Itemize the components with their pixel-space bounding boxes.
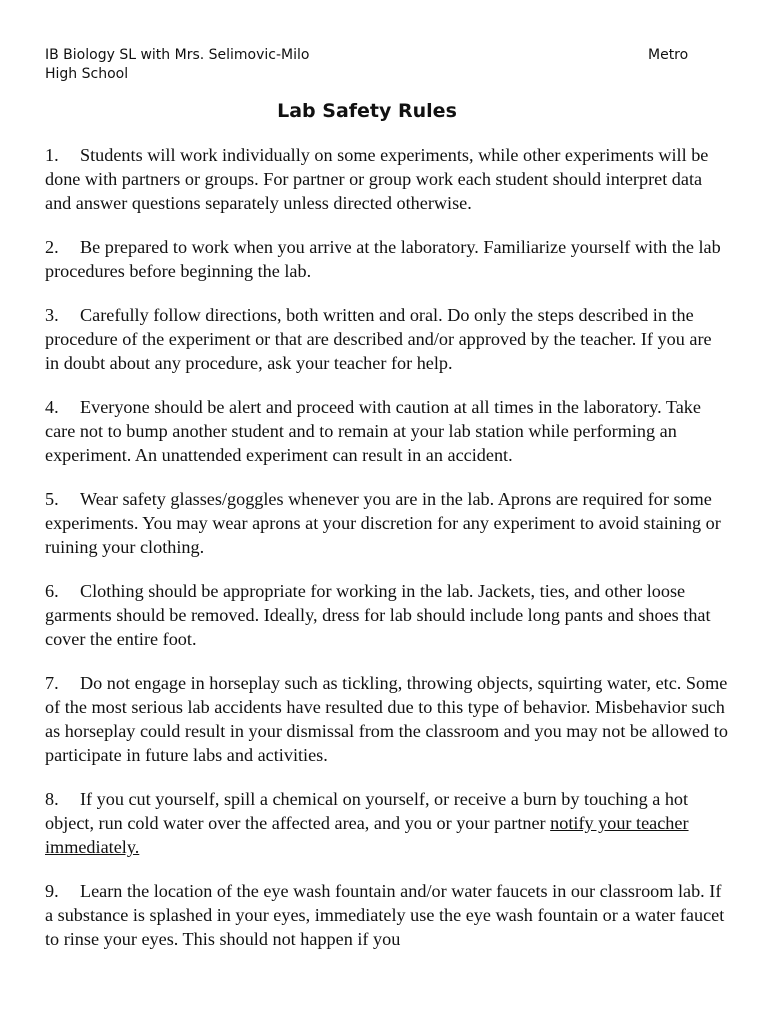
rule-number: 7. xyxy=(45,673,59,693)
rule-number: 2. xyxy=(45,237,59,257)
rule-text: Wear safety glasses/goggles whenever you are in the lab. Aprons are required for some experiments. You may wear aprons at your discretion for any experiment to avoid staining or ruining your clothing. xyxy=(45,489,721,557)
rule-text: Carefully follow directions, both written and oral. Do only the steps described in the procedure of the experiment or that are described and/or approved by the teacher. If you are in doubt about any procedure, ask your teacher for help. xyxy=(45,305,712,373)
rule-emphasis: notify your teacher immediately. xyxy=(45,813,689,857)
header-school-part1: Metro xyxy=(648,47,689,63)
rule-item xyxy=(45,143,730,215)
rule-text: Students will work individually on some experiments, while other experiments will be done with partners or groups. For partner or group work each student should interpret data and answer questions separately unless directed otherwise. xyxy=(45,145,709,213)
rule-number: 6. xyxy=(45,581,59,601)
rule-number: 5. xyxy=(45,489,59,509)
rule-item xyxy=(45,303,730,375)
rule-item xyxy=(45,487,730,559)
header-course: IB Biology SL with Mrs. Selimovic-Milo xyxy=(45,47,310,63)
rule-item xyxy=(45,395,730,467)
rule-number: 3. xyxy=(45,305,59,325)
rule-text: Do not engage in horseplay such as tickling, throwing objects, squirting water, etc. Some of the most serious lab accidents have resulted due to this type of behavior. Misbehavior such as horseplay could result in your dismissal from the classroom and you may not be allowed to participate in future labs and activities. xyxy=(45,673,728,765)
rule-item xyxy=(45,671,730,767)
rule-text: Clothing should be appropriate for working in the lab. Jackets, ties, and other loose garments should be removed. Ideally, dress for lab should include long pants and shoes that cover the entire foot. xyxy=(45,581,711,649)
rule-text: Learn the location of the eye wash fountain and/or water faucets in our classroom lab. If a substance is splashed in your eyes, immediately use the eye wash fountain or a water faucet to rinse your eyes. This should not happen if you xyxy=(45,881,725,949)
rule-number: 1. xyxy=(45,145,59,165)
rule-text: Everyone should be alert and proceed with caution at all times in the laboratory. Take care not to bump another student and to remain at your lab station while performing an experiment. An unattended experiment can result in an accident. xyxy=(45,397,701,465)
rule-text: If you cut yourself, spill a chemical on yourself, or receive a burn by touching a hot object, run cold water over the affected area, and you or your partner xyxy=(45,789,689,833)
rule-number: 8. xyxy=(45,789,59,809)
rule-item xyxy=(45,787,730,859)
rule-number: 4. xyxy=(45,397,59,417)
rule-item xyxy=(45,879,730,951)
rules-list xyxy=(45,143,730,971)
rule-item xyxy=(45,579,730,651)
page-title: Lab Safety Rules xyxy=(277,100,457,122)
rule-number: 9. xyxy=(45,881,59,901)
header-school-part2: High School xyxy=(45,66,129,82)
rule-item xyxy=(45,235,730,283)
rule-text: Be prepared to work when you arrive at the laboratory. Familiarize yourself with the lab procedures before beginning the lab. xyxy=(45,237,721,281)
